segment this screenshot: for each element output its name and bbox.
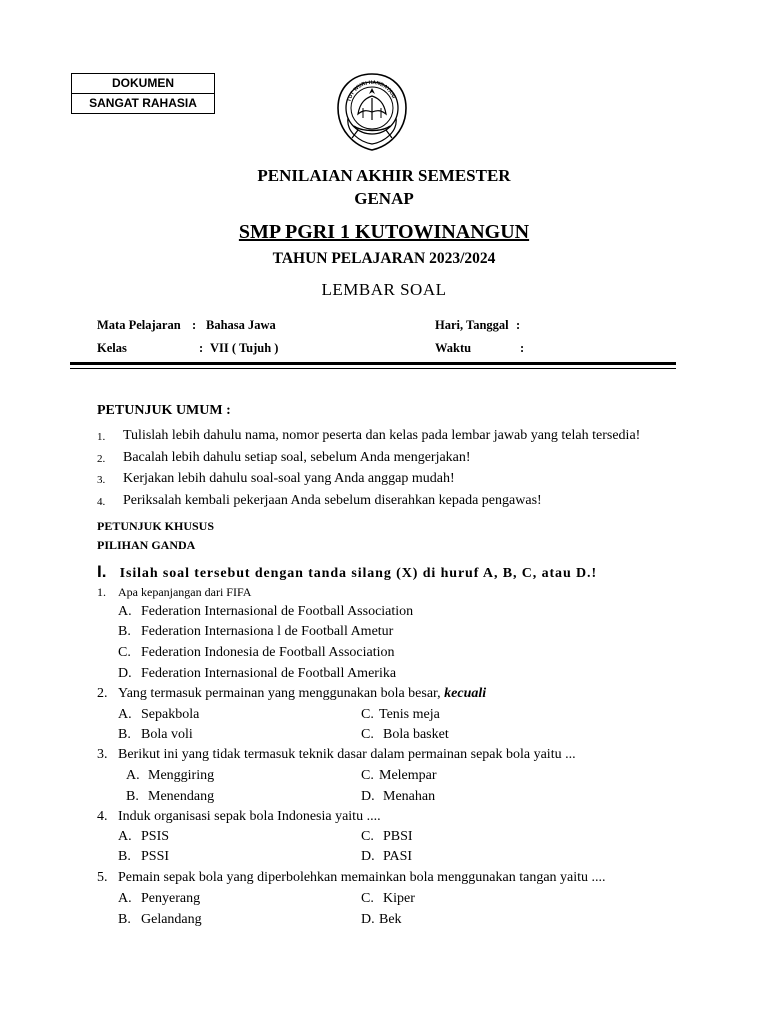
option-letter: C. [361, 727, 374, 742]
option-letter: B. [126, 789, 139, 804]
question-text-row [118, 686, 486, 702]
section-instruction-text: Isilah soal tersebut dengan tanda silang (X) di huruf A, B, C, atau D.! [119, 566, 598, 581]
question-number: 2. [97, 686, 108, 701]
class-value: VII ( Tujuh ) [210, 341, 279, 355]
subject-value: Bahasa Jawa [206, 318, 276, 332]
tut-wuri-handayani-emblem-icon [334, 72, 410, 152]
option-text: Bola voli [141, 727, 193, 742]
option-letter: A. [118, 707, 132, 722]
class-label: Kelas [97, 341, 127, 355]
section-instruction [97, 562, 597, 582]
option-text: Menggiring [148, 768, 215, 783]
option-letter: D. [118, 666, 132, 681]
question-text: Pemain sepak bola yang diperbolehkan memainkan bola menggunakan tangan yaitu .... [118, 870, 606, 885]
option-text: Federation Indonesia de Football Association [141, 645, 395, 660]
option-letter: D. [361, 912, 375, 927]
option-letter: D. [361, 789, 375, 804]
class-colon: : [199, 341, 204, 355]
option-text: Gelandang [141, 912, 202, 927]
question-type-heading: PILIHAN GANDA [97, 538, 196, 552]
option-letter: A. [118, 604, 132, 619]
general-item-number: 3. [97, 474, 106, 486]
option-text: Menahan [383, 789, 436, 804]
option-letter: A. [126, 768, 140, 783]
question-number: 3. [97, 747, 108, 762]
option-letter: D. [361, 849, 375, 864]
sheet-title: LEMBAR SOAL [321, 280, 447, 299]
option-letter: C. [118, 645, 131, 660]
exam-title: PENILAIAN AKHIR SEMESTER [257, 166, 511, 185]
header-divider-thick [70, 362, 676, 365]
svg-text:TUT WURI HANDAYANI: TUT WURI HANDAYANI [346, 79, 397, 103]
date-colon: : [516, 318, 521, 332]
general-item-text: Kerjakan lebih dahulu soal-soal yang Anda anggap mudah! [123, 471, 455, 486]
subject-label: Mata Pelajaran [97, 318, 181, 332]
time-colon: : [520, 341, 525, 355]
document-classification-badge [71, 73, 215, 114]
option-letter: C. [361, 891, 374, 906]
option-text: Penyerang [141, 891, 201, 906]
option-letter: B. [118, 624, 131, 639]
option-letter: B. [118, 727, 131, 742]
option-text: Bek [379, 912, 402, 927]
option-text: Tenis meja [379, 707, 440, 722]
option-text: Melempar [379, 768, 437, 783]
option-text: Federation Internasiona l de Football Ametur [141, 624, 394, 639]
option-text: Federation Internasional de Football Association [141, 604, 414, 619]
option-letter: A. [118, 829, 132, 844]
special-instructions-heading: PETUNJUK KHUSUS [97, 519, 215, 533]
option-text: PASI [383, 849, 413, 864]
option-letter: C. [361, 707, 374, 722]
option-text: Bola basket [383, 727, 449, 742]
badge-line-2: SANGAT RAHASIA [72, 93, 214, 113]
school-name: SMP PGRI 1 KUTOWINANGUN [238, 221, 530, 243]
time-label: Waktu [435, 341, 472, 355]
option-letter: B. [118, 912, 131, 927]
badge-line-1: DOKUMEN [112, 76, 174, 90]
question-emphasis: kecuali [444, 686, 487, 701]
option-text: PSSI [141, 849, 170, 864]
general-item-number: 4. [97, 496, 106, 508]
subject-colon: : [192, 318, 197, 332]
header-divider-thin [70, 368, 676, 369]
question-text: Apa kepanjangan dari FIFA [118, 585, 252, 599]
exam-semester: GENAP [354, 189, 414, 208]
option-text: Sepakbola [141, 707, 200, 722]
general-item-number: 2. [97, 453, 106, 465]
academic-year: TAHUN PELAJARAN 2023/2024 [272, 250, 496, 267]
general-item-text: Periksalah kembali pekerjaan Anda sebelum diserahkan kepada pengawas! [123, 493, 542, 508]
question-number: 4. [97, 809, 108, 824]
option-text: PBSI [383, 829, 413, 844]
question-text: Induk organisasi sepak bola Indonesia yaitu .... [118, 809, 381, 824]
option-letter: B. [118, 849, 131, 864]
general-instructions-heading: PETUNJUK UMUM : [97, 403, 231, 418]
section-number: I. [97, 562, 107, 581]
general-item-text: Bacalah lebih dahulu setiap soal, sebelum Anda mengerjakan! [123, 450, 471, 465]
option-text: Kiper [383, 891, 415, 906]
general-item-text: Tulislah lebih dahulu nama, nomor peserta dan kelas pada lembar jawab yang telah tersedia! [123, 428, 641, 443]
date-label: Hari, Tanggal [435, 318, 509, 332]
question-text: Yang termasuk permainan yang menggunakan bola besar, [118, 686, 441, 701]
question-number: 1. [97, 585, 106, 599]
question-number: 5. [97, 870, 108, 885]
option-text: Federation Internasional de Football Amerika [141, 666, 397, 681]
option-text: Menendang [148, 789, 215, 804]
option-text: PSIS [141, 829, 170, 844]
option-letter: C. [361, 768, 374, 783]
general-item-number: 1. [97, 431, 106, 443]
option-letter: A. [118, 891, 132, 906]
option-letter: C. [361, 829, 374, 844]
question-text: Berikut ini yang tidak termasuk teknik dasar dalam permainan sepak bola yaitu ... [118, 747, 576, 762]
